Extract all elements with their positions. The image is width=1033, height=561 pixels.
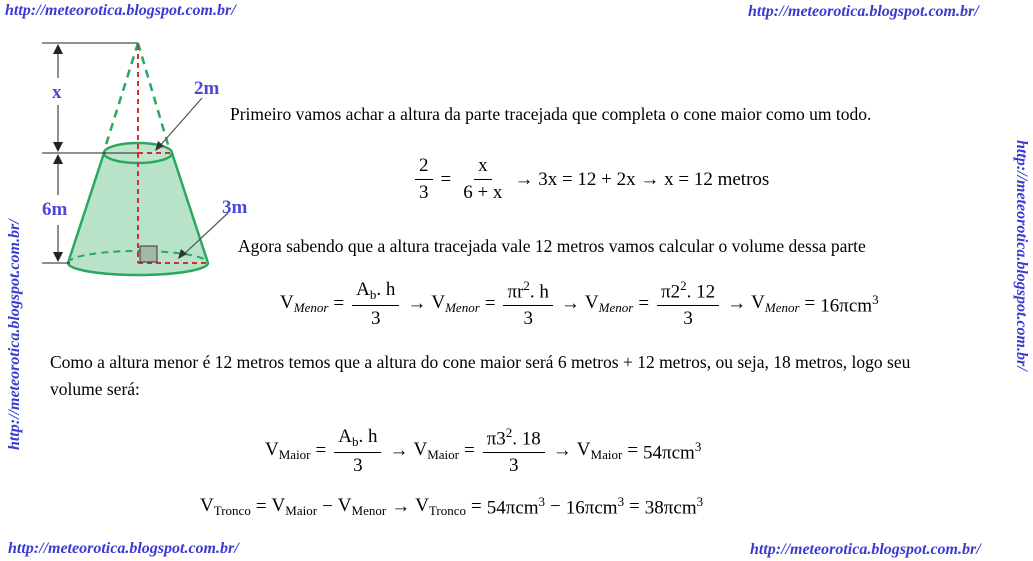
paragraph-smaller-cone: Agora sabendo que a altura tracejada vale 12 metros vamos calcular o volume dessa parte	[238, 236, 866, 256]
label-x: x	[52, 82, 62, 103]
equation-proportion: $\frac{2}{3}$ = $\frac{x}{6 + x}$ → 3x = 12 + 2x → x = 12 metros	[412, 155, 769, 204]
truncated-cone-diagram	[0, 0, 260, 290]
paragraph-larger-cone: Como a altura menor é 12 metros temos que a altura do cone maior será 6 metros + 12 metros, ou seja, 18 metros, logo seu volume será:	[50, 352, 911, 399]
watermark-top-right: http://meteorotica.blogspot.com.br/	[748, 3, 979, 20]
label-top-radius: 2m	[194, 78, 220, 99]
equation-smaller-volume: $V_{Menor}$ = $\frac{A_b. h}{3}$ → $V_{Menor}$ = $\frac{\pi r^2. h}{3}$ → $V_{Menor}$ = $\frac{\pi 2^2. 12}{3}$ → $V_{Menor}$ = 16πcm$^3$	[280, 278, 879, 330]
equation-larger-volume: $V_{Maior}$ = $\frac{A_b. h}{3}$ → $V_{Maior}$ = $\frac{\pi 3^2. 18}{3}$ → $V_{Maior}$ = 54πcm$^3$	[265, 425, 702, 477]
watermark-top-left: http://meteorotica.blogspot.com.br/	[5, 2, 236, 19]
label-height: 6m	[42, 199, 68, 220]
watermark-bottom-left: http://meteorotica.blogspot.com.br/	[8, 540, 239, 557]
label-bottom-radius: 3m	[222, 197, 248, 218]
watermark-right-vertical: http://meteorotica.blogspot.com.br/	[1013, 140, 1030, 371]
watermark-left-vertical: http://meteorotica.blogspot.com.br/	[6, 219, 23, 450]
paragraph-intro: Primeiro vamos achar a altura da parte tracejada que completa o cone maior como um todo.	[230, 104, 872, 124]
equation-frustum-volume: $V_{Tronco}$ = $V_{Maior}$ − $V_{Menor}$ → $V_{Tronco}$ = 54πcm$^3$ − 16πcm$^3$ = 38πcm$^3$	[200, 494, 704, 519]
watermark-bottom-right: http://meteorotica.blogspot.com.br/	[750, 541, 981, 558]
